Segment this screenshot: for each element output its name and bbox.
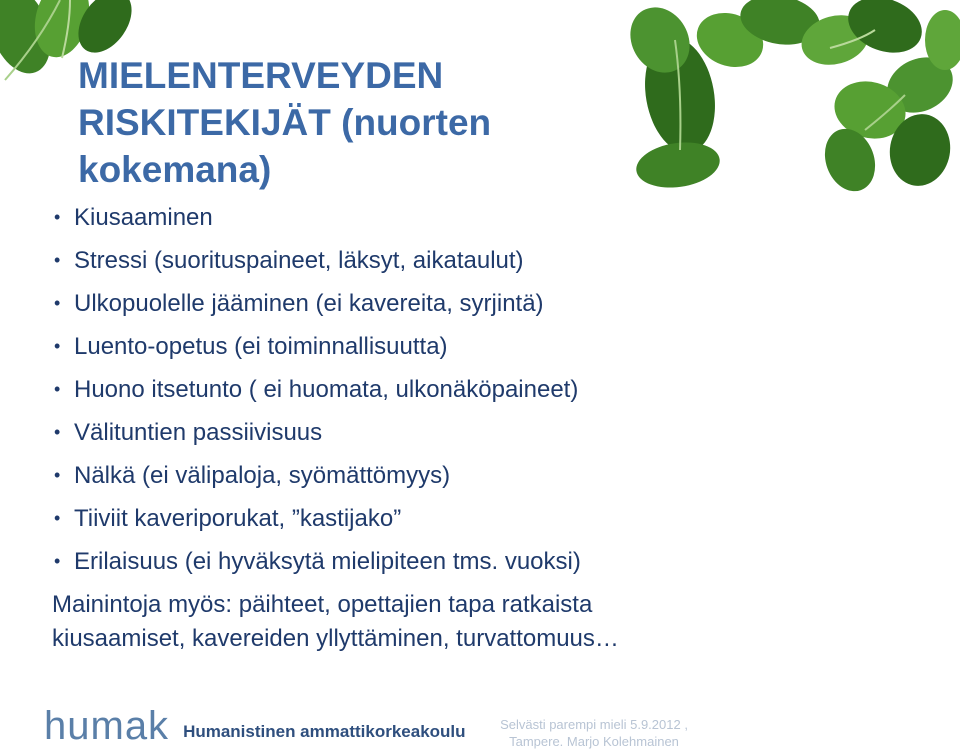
list-item-text: Nälkä (ei välipaloja, syömättömyys)	[74, 462, 451, 489]
list-item-text: Ulkopuolelle jääminen (ei kavereita, syrjintä)	[74, 290, 544, 317]
list-item	[52, 282, 852, 325]
list-item-text: Erilaisuus (ei hyväksytä mielipiteen tms. vuoksi)	[74, 548, 581, 575]
list-item	[52, 239, 852, 282]
mentions-line-2: kiusaamiset, kavereiden yllyttäminen, turvattomuus…	[52, 625, 619, 652]
list-item-text: Huono itsetunto ( ei huomata, ulkonäköpaineet)	[74, 376, 579, 403]
leaves-right-decoration	[620, 0, 960, 200]
list-item	[52, 368, 852, 411]
footer-credit-line-2: Tampere. Marjo Kolehmainen	[509, 734, 679, 749]
bullet-icon: •	[54, 508, 61, 528]
bullet-icon: •	[54, 465, 61, 485]
list-item-text: Välituntien passiivisuus	[74, 419, 323, 446]
list-item	[52, 411, 852, 454]
list-item	[52, 540, 852, 583]
list-item	[52, 196, 852, 239]
risk-factor-list	[52, 196, 852, 583]
title-line-1: MIELENTERVEYDEN	[78, 55, 444, 96]
footer-credit	[474, 716, 714, 750]
bullet-icon: •	[54, 250, 61, 270]
humak-logo-word: humak	[44, 704, 170, 748]
list-item-text: Kiusaaminen	[74, 204, 213, 231]
bullet-icon: •	[54, 293, 61, 313]
list-item	[52, 497, 852, 540]
footer-credit-line-1: Selvästi parempi mieli 5.9.2012 ,	[500, 717, 688, 732]
slide-title	[78, 52, 618, 193]
list-item	[52, 454, 852, 497]
mentions-paragraph	[52, 588, 872, 656]
list-item-text: Stressi (suorituspaineet, läksyt, aikataulut)	[74, 247, 524, 274]
title-line-3: kokemana)	[78, 149, 272, 190]
bullet-icon: •	[54, 336, 61, 356]
bullet-icon: •	[54, 379, 61, 399]
mentions-line-1: Mainintoja myös: päihteet, opettajien tapa ratkaista	[52, 591, 593, 618]
list-item	[52, 325, 852, 368]
list-item-text: Luento-opetus (ei toiminnallisuutta)	[74, 333, 448, 360]
bullet-icon: •	[54, 422, 61, 442]
title-line-2: RISKITEKIJÄT (nuorten	[78, 102, 492, 143]
bullet-icon: •	[54, 551, 61, 571]
list-item-text: Tiiviit kaveriporukat, ”kastijako”	[74, 505, 402, 532]
bullet-icon: •	[54, 207, 61, 227]
humak-logo-subtitle: Humanistinen ammattikorkeakoulu	[183, 722, 466, 741]
humak-logo	[44, 706, 466, 746]
